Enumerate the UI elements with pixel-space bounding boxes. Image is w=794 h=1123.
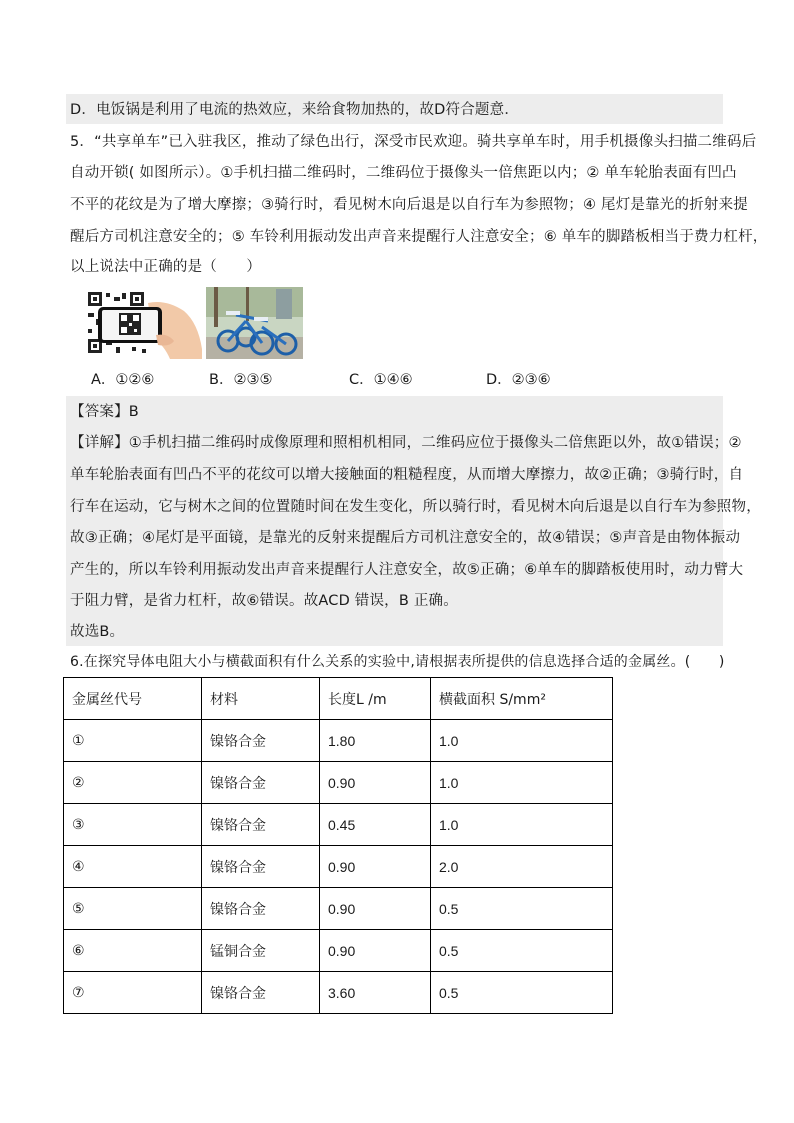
cell-length: 0.90 [320,930,431,972]
q5-stem-line-1: 5．“共享单车”已入驻我区，推动了绿色出行，深受市民欢迎。骑共享单车时，用手机摄像头扫描二维码后 [70,134,757,150]
cell-code: ③ [64,804,202,846]
cell-length: 0.45 [320,804,431,846]
cell-code: ⑤ [64,888,202,930]
cell-code: ④ [64,846,202,888]
cell-length: 0.90 [320,762,431,804]
header-length: 长度L /m [320,678,431,720]
q5-stem-line-2: 自动开锁( 如图所示）。①手机扫描二维码时，二维码位于摄像头一倍焦距以内；② 单车轮胎表面有凹凸 [70,165,737,181]
q5-option-d[interactable]: D．②③⑥ [486,372,551,388]
cell-code: ⑥ [64,930,202,972]
answer-conclusion: 故选B。 [70,624,125,640]
cell-area: 0.5 [431,972,613,1014]
cell-area: 1.0 [431,762,613,804]
detail-line-6: 于阻力臂，是省力杠杆，故⑥错误。故ACD 错误，B 正确。 [70,593,458,609]
cell-material: 镍铬合金 [202,720,320,762]
cell-area: 0.5 [431,888,613,930]
cell-length: 0.90 [320,846,431,888]
cell-material: 镍铬合金 [202,846,320,888]
header-cross-section: 横截面积 S/mm² [431,678,613,720]
table-row [64,804,613,846]
answer-label: 【答案】B [70,404,139,420]
detail-line-4: 故③正确；④尾灯是平面镜，是靠光的反射来提醒后方司机注意安全的，故④错误；⑤声音是由物体振动 [70,530,741,546]
shared-bikes-image [206,287,303,359]
cell-material: 镍铬合金 [202,804,320,846]
cell-length: 0.90 [320,888,431,930]
q5-option-c[interactable]: C．①④⑥ [349,372,413,388]
table-row [64,762,613,804]
q5-stem-line-4: 醒后方司机注意安全的；⑤ 车铃利用振动发出声音来提醒行人注意安全；⑥ 单车的脚踏板相当于费力杠杆， [70,229,768,245]
cell-material: 镍铬合金 [202,972,320,1014]
cell-code: ⑦ [64,972,202,1014]
table-row [64,972,613,1014]
prev-answer-line: D．电饭锅是利用了电流的热效应，来给食物加热的，故D符合题意． [70,102,520,118]
q5-option-a[interactable]: A．①②⑥ [91,372,155,388]
table-row [64,930,613,972]
detail-line-1: 【详解】①手机扫描二维码时成像原理和照相机相同，二维码应位于摄像头二倍焦距以外，故①错误；② [70,435,742,451]
table-row [64,846,613,888]
cell-area: 0.5 [431,930,613,972]
cell-material: 镍铬合金 [202,888,320,930]
q6-stem: 6.在探究导体电阻大小与横截面积有什么关系的实验中,请根据表所提供的信息选择合适的金属丝。( ) [70,654,725,670]
detail-line-3: 行车在运动，它与树木之间的位置随时间在发生变化，所以骑行时，看见树木向后退是以自行车为参照物， [70,499,761,515]
wire-table [63,677,613,1014]
header-wire-code: 金属丝代号 [64,678,202,720]
cell-area: 1.0 [431,720,613,762]
table-row [64,720,613,762]
header-material: 材料 [202,678,320,720]
cell-code: ② [64,762,202,804]
cell-code: ① [64,720,202,762]
cell-length: 1.80 [320,720,431,762]
q5-option-b[interactable]: B．②③⑤ [209,372,273,388]
cell-material: 锰铜合金 [202,930,320,972]
q5-stem-line-3: 不平的花纹是为了增大摩擦；③骑行时，看见树木向后退是以自行车为参照物；④ 尾灯是靠光的折射来提 [70,197,749,213]
detail-line-2: 单车轮胎表面有凹凸不平的花纹可以增大接触面的粗糙程度，从而增大摩擦力，故②正确；③骑行时，自 [70,467,744,483]
cell-material: 镍铬合金 [202,762,320,804]
table-header-row [64,678,613,720]
table-row [64,888,613,930]
q5-stem-line-5: 以上说法中正确的是（ ） [70,259,262,275]
phone-scan-qr-image [86,289,204,359]
detail-line-5: 产生的，所以车铃利用振动发出声音来提醒行人注意安全，故⑤正确；⑥单车的脚踏板使用时，动力臂大 [70,562,744,578]
cell-area: 1.0 [431,804,613,846]
cell-length: 3.60 [320,972,431,1014]
cell-area: 2.0 [431,846,613,888]
